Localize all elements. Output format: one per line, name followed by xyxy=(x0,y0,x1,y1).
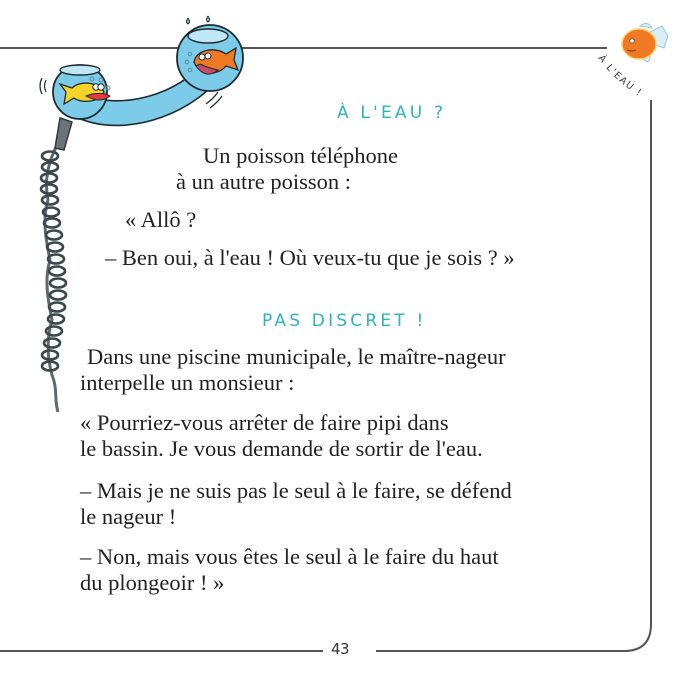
joke-1-line-2: à un autre poisson : xyxy=(176,169,351,194)
joke-1-line-3: « Allô ? xyxy=(125,207,197,232)
page-number: 43 xyxy=(331,640,350,658)
joke-1-line-1: Un poisson téléphone xyxy=(203,143,398,168)
joke-2-line-5: – Mais je ne suis pas le seul à le faire, se défend xyxy=(80,478,512,503)
joke-2-line-3: « Pourriez-vous arrêter de faire pipi dans xyxy=(80,410,449,435)
joke-1-line-4: – Ben oui, à l'eau ! Où veux-tu que je sois ? » xyxy=(105,245,515,270)
joke-2-line-1: Dans une piscine municipale, le maître-nageur xyxy=(87,344,506,369)
joke-2-line-2: interpelle un monsieur : xyxy=(80,370,295,395)
joke-1-title: À L'EAU ? xyxy=(337,103,447,123)
joke-2-line-8: du plongeoir ! » xyxy=(80,570,225,595)
joke-2-line-7: – Non, mais vous êtes le seul à le faire du haut xyxy=(80,544,499,569)
joke-2-title: PAS DISCRET ! xyxy=(262,311,427,331)
joke-2-line-4: le bassin. Je vous demande de sortir de l'eau. xyxy=(80,436,483,461)
corner-caption-text: À L'EAU ! xyxy=(595,53,645,100)
joke-2-line-6: le nageur ! xyxy=(80,504,177,529)
corner-fish-icon xyxy=(622,23,668,61)
